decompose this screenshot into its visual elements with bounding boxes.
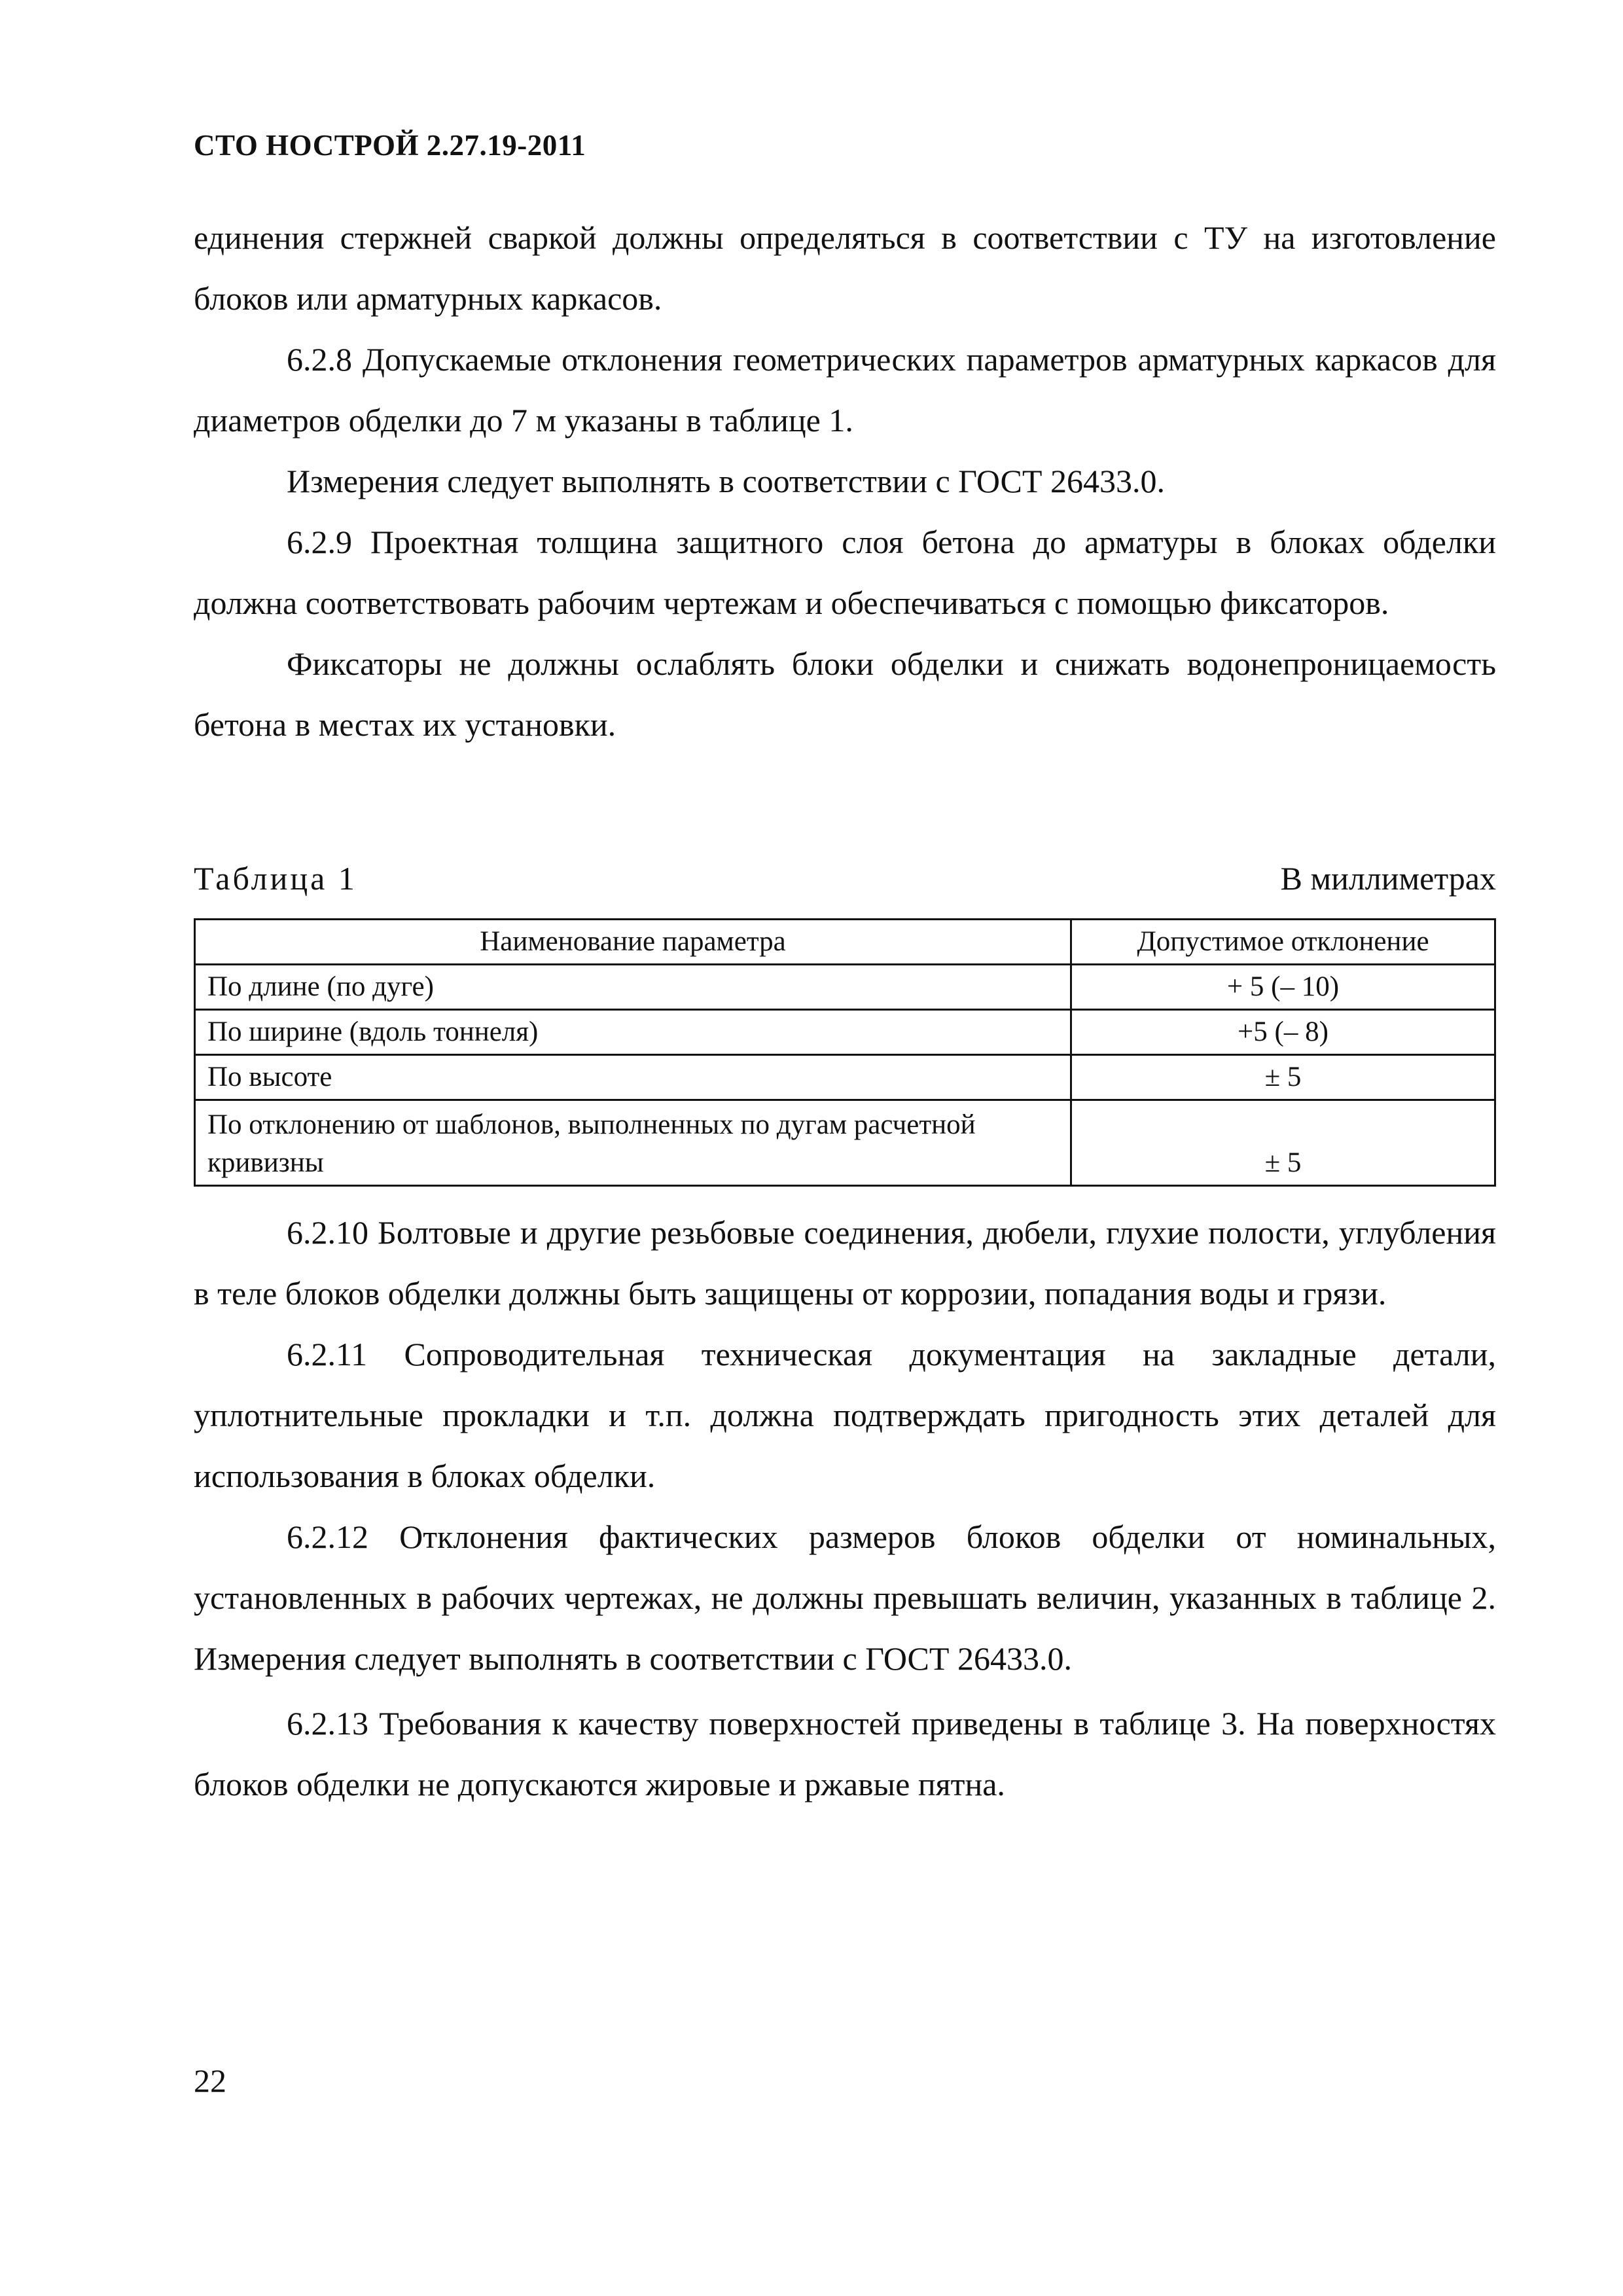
table-row [195, 1010, 1495, 1055]
paragraph-6-2-13: 6.2.13 Требования к качеству поверхностей приведены в таблице 3. На поверхностях блоков обделки не допускаются жировые и ржавые пятна. [194, 1705, 1496, 1803]
paragraph-6-2-8: 6.2.8 Допускаемые отклонения геометрических параметров арматурных каркасов для диаметров обделки до 7 м указаны в таблице 1. [194, 341, 1496, 439]
table-row [195, 1055, 1495, 1100]
paragraph-6-2-12: 6.2.12 Отклонения фактических размеров блоков обделки от номинальных, установленных в рабочих чертежах, не должны превышать величин, указанных в таблице 2. Измерения следует выполнять в соответствии с ГОСТ 26433.0. [194, 1518, 1496, 1677]
paragraph-6-2-11: 6.2.11 Сопроводительная техническая документация на закладные детали, уплотнительные прокладки и т.п. должна подтверждать пригодность этих деталей для использования в блоках обделки. [194, 1336, 1496, 1494]
paragraph-6-2-9: 6.2.9 Проектная толщина защитного слоя бетона до арматуры в блоках обделки должна соответствовать рабочим чертежам и обеспечиваться с помощью фиксаторов. [194, 524, 1496, 621]
table-caption: Таблица 1 [194, 860, 357, 897]
table-caption-row [194, 859, 1496, 899]
table-header-deviation: Допустимое отклонение [1071, 920, 1495, 965]
table-cell-value: ± 5 [1071, 1100, 1495, 1186]
table-cell-name: По ширине (вдоль тоннеля) [195, 1010, 1071, 1055]
table-row [195, 965, 1495, 1010]
paragraph-measurements: Измерения следует выполнять в соответствии с ГОСТ 26433.0. [287, 463, 1165, 499]
document-header: СТО НОСТРОЙ 2.27.19-2011 [194, 129, 586, 162]
page-number: 22 [194, 2062, 226, 2099]
table-cell-value: ± 5 [1071, 1055, 1495, 1100]
table-row [195, 1100, 1495, 1186]
table-units: В миллиметрах [1280, 860, 1496, 897]
table-header-parameter: Наименование параметра [195, 920, 1071, 965]
table-cell-name: По отклонению от шаблонов, выполненных по дугам расчетной кривизны [195, 1100, 1071, 1186]
paragraph-6-2-10: 6.2.10 Болтовые и другие резьбовые соединения, дюбели, глухие полости, углубления в теле блоков обделки должны быть защищены от коррозии, попадания воды и грязи. [194, 1214, 1496, 1312]
parameters-table [194, 918, 1496, 1187]
paragraph-continuation: единения стержней сваркой должны определяться в соответствии с ТУ на изготовление блоков или арматурных каркасов. [194, 219, 1496, 317]
upper-text-block [194, 207, 1496, 755]
table-cell-name: По высоте [195, 1055, 1071, 1100]
table-cell-name: По длине (по дуге) [195, 965, 1071, 1010]
table-cell-value: + 5 (– 10) [1071, 965, 1495, 1010]
table-cell-value: +5 (– 8) [1071, 1010, 1495, 1055]
paragraph-fixators: Фиксаторы не должны ослаблять блоки обделки и снижать водонепроницаемость бетона в местах их установки. [194, 645, 1496, 743]
lower-text-block [194, 1202, 1496, 1815]
